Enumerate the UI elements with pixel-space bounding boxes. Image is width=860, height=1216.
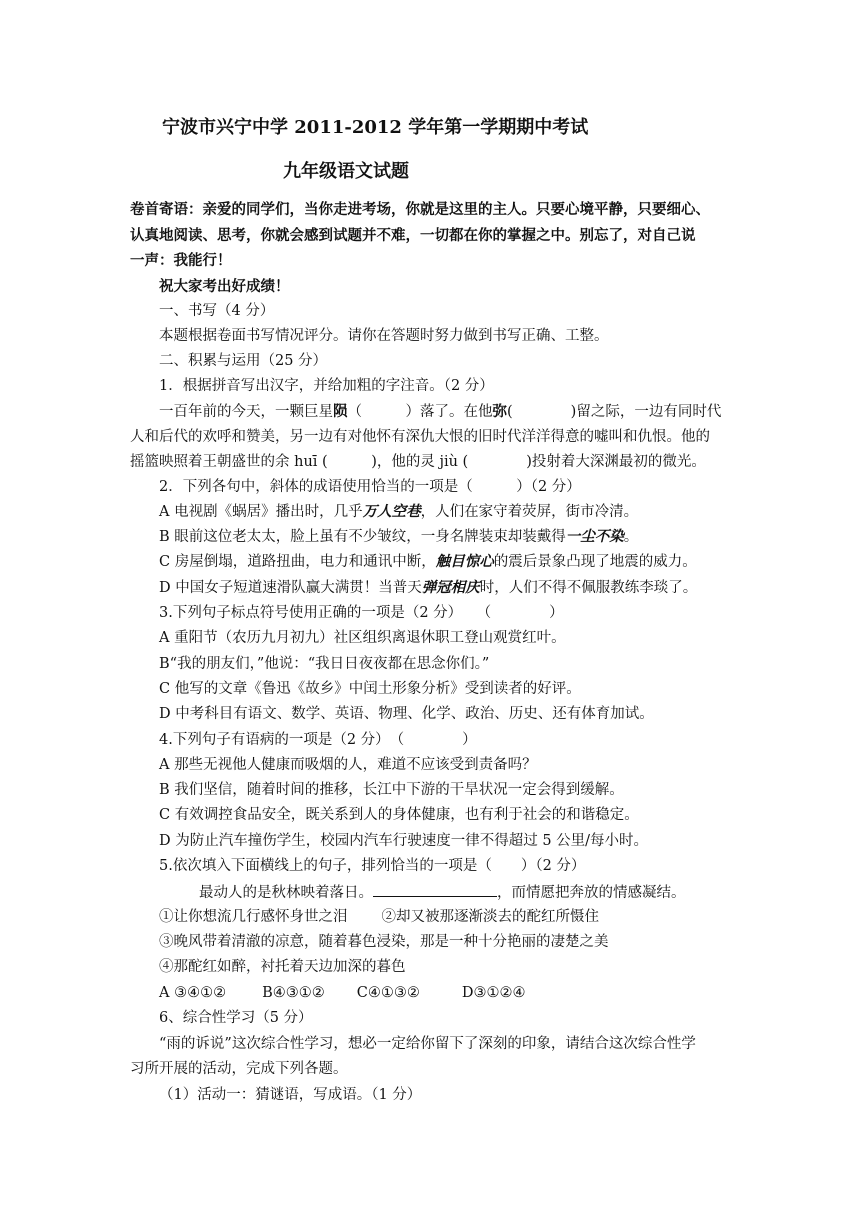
q4-option-d: D 为防止汽车撞伤学生，校园内汽车行驶速度一律不得超过 5 公里/每小时。 (159, 833, 649, 849)
q2-option-a (159, 502, 638, 522)
q4-option-c: C 有效调控食品安全，既关系到人的身体健康，也有利于社会的和谐稳定。 (159, 807, 639, 823)
intro-line-2: 认真地阅读、思考，你就会感到试题并不难，一切都在你的掌握之中。别忘了，对自己说 (130, 227, 696, 244)
q5-item-3: ③晚风带着清澈的凉意，随着暮色浸染，那是一种十分艳丽的凄楚之美 (159, 934, 609, 950)
q6-line-1: “雨的诉说”这次综合性学习，想必一定给你留下了深刻的印象，请结合这次综合性学 (159, 1036, 696, 1052)
q1-text: （ ）落了。在他 (347, 404, 493, 420)
q4-option-a: A 那些无视他人健康而吸烟的人，难道不应该受到责备吗？ (159, 757, 537, 773)
option-text: B 眼前这位老太太，脸上虽有不少皱纹，一身名牌装束却装戴得 (159, 529, 566, 545)
intro-line-3: 一声：我能行！ (130, 252, 232, 269)
idiom-italic: 一尘不染 (565, 528, 624, 545)
q5-choice-d: D③①②④ (461, 985, 526, 1001)
section1-text: 本题根据卷面书写情况评分。请你在答题时努力做到书写正确、工整。 (159, 328, 609, 344)
q3-stem: 3.下列句子标点符号使用正确的一项是（2 分） （ ） (159, 605, 564, 621)
option-text: ，人们在家守着荧屏，街市冷清。 (420, 504, 639, 520)
q5-stem: 5.依次填入下面横线上的句子，排列恰当的一项是（ ）（2 分） (159, 858, 586, 874)
q5-item-4: ④那酡红如醉，衬托着天边加深的暮色 (159, 959, 406, 975)
q1-text: 一百年前的今天，一颗巨星 (159, 404, 333, 420)
q1-bold-char: 陨 (333, 403, 348, 420)
q5-choice-a: A ③④①② (159, 985, 227, 1001)
section2-heading: 二、积累与运用（25 分） (159, 353, 328, 369)
q6-sub-1: （1）活动一：猜谜语，写成语。（1 分） (159, 1087, 422, 1103)
q6-stem: 6、综合性学习（5 分） (159, 1010, 313, 1026)
idiom-italic: 弹冠相庆 (421, 579, 480, 596)
q2-stem: 2．下列各句中，斜体的成语使用恰当的一项是（ ）（2 分） (159, 479, 581, 495)
q5-sentence (199, 882, 686, 902)
q1-text: ( )留之际，一边有同时代 (507, 404, 722, 420)
q5-item-2: ②却又被那逐渐淡去的酡红所慑住 (381, 909, 599, 925)
q1-line-1 (159, 402, 721, 422)
option-text: A 电视剧《蜗居》播出时，几乎 (159, 504, 363, 520)
q1-line-3: 摇篮映照着王朝盛世的余 huī ( )，他的灵 jiù ( )投射着大深渊最初的微光。 (130, 454, 706, 470)
intro-wish: 祝大家考出好成绩！ (159, 278, 290, 295)
option-text: D 中国女子短道速滑队赢大满贯！当普天 (159, 580, 422, 596)
q3-option-d: D 中考科目有语文、数学、英语、物理、化学、政治、历史、还有体育加试。 (159, 706, 654, 722)
q1-line-2: 人和后代的欢呼和赞美，另一边有对他怀有深仇大恨的旧时代洋洋得意的嘘叫和仇恨。他的 (130, 429, 710, 445)
q6-line-2: 习所开展的活动，完成下列各题。 (130, 1061, 348, 1077)
q4-stem: 4.下列句子有语病的一项是（2 分） （ ） (159, 732, 477, 748)
q1-bold-char: 弥 (492, 403, 507, 420)
exam-title: 宁波市兴宁中学 2011-2012 学年第一学期期中考试 (162, 117, 589, 138)
q2-option-c (159, 552, 697, 572)
q5-choice-b: B④③①② (262, 985, 325, 1001)
option-text: 时，人们不得不佩服教练李琰了。 (479, 580, 698, 596)
fill-blank-line (373, 882, 497, 897)
q4-option-b: B 我们坚信，随着时间的推移，长江中下游的干旱状况一定会得到缓解。 (159, 782, 624, 798)
q2-option-b (159, 527, 638, 547)
q3-option-b: B“我的朋友们，”他说：“我日日夜夜都在思念你们。” (159, 656, 490, 672)
option-text: 。 (623, 529, 639, 545)
q1-stem: 1．根据拼音写出汉字，并给加粗的字注音。（2 分） (159, 378, 494, 394)
q5-sentence-start: 最动人的是秋林映着落日。 (199, 885, 373, 901)
q5-items-1-2 (159, 907, 599, 927)
q3-option-a: A 重阳节（农历九月初九）社区组织离退休职工登山观赏红叶。 (159, 630, 566, 646)
q5-item-1: ①让你想流几行感怀身世之泪 (159, 909, 348, 925)
exam-subtitle: 九年级语文试题 (283, 161, 409, 182)
q2-option-d (159, 578, 697, 598)
section1-heading: 一、书写（4 分） (159, 303, 275, 319)
q5-sentence-end: ，而情愿把奔放的情感凝结。 (497, 885, 686, 901)
intro-line-1: 卷首寄语：亲爱的同学们，当你走进考场，你就是这里的主人。只要心境平静，只要细心、 (130, 201, 710, 218)
q3-option-c: C 他写的文章《鲁迅《故乡》中闰土形象分析》受到读者的好评。 (159, 681, 581, 697)
idiom-italic: 万人空巷 (362, 503, 421, 520)
idiom-italic: 触目惊心 (435, 553, 494, 570)
q5-choice-c: C④①③② (356, 985, 420, 1001)
q5-choices (159, 983, 525, 1003)
option-text: 的震后景象凸现了地震的威力。 (493, 554, 697, 570)
option-text: C 房屋倒塌，道路扭曲，电力和通讯中断， (159, 554, 436, 570)
